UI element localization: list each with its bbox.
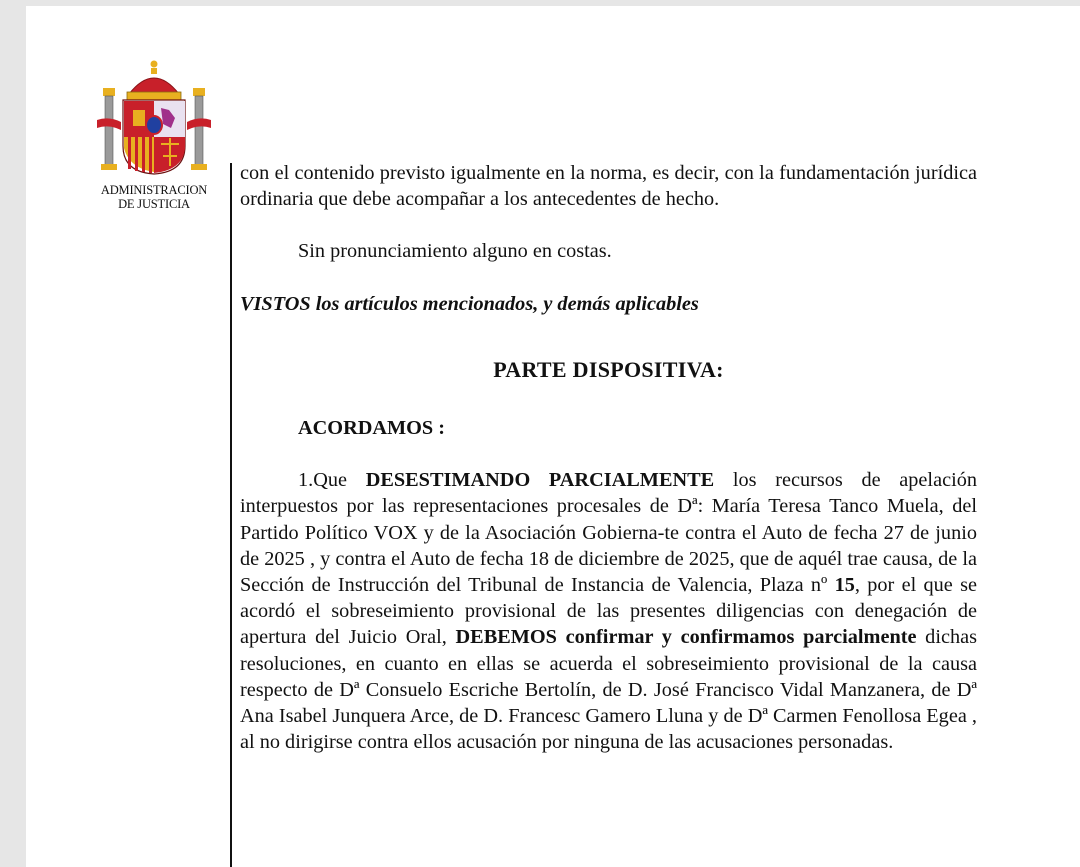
org-line-1: ADMINISTRACION <box>100 183 208 197</box>
coat-of-arms-emblem <box>95 58 213 178</box>
resolution-paragraph <box>240 467 977 755</box>
resolution-bold-1: DESESTIMANDO PARCIALMENTE <box>365 469 715 492</box>
paragraph-fundamentacion: con el contenido previsto igualmente en la norma, es decir, con la fundamentación jurídica ordinaria que debe acompañar a los antecedentes de hecho. <box>240 162 977 211</box>
shield-icon <box>123 100 185 174</box>
resolution-bold-2: 15 <box>834 574 855 597</box>
resolution-text-3: , por el que se acordó el sobreseimiento provisional de las presentes diligencias con denegación de apertura del Juicio Oral, <box>240 574 977 649</box>
acordamos-heading: ACORDAMOS : <box>298 417 446 440</box>
crown-icon <box>127 61 181 101</box>
resolution-text-4: dichas resoluciones, en cuanto en ellas se acuerda el sobreseimiento provisional de la causa respecto de Dª Consuelo Escriche Bertolín, de D. José Francisco Vidal Manzanera, de Dª Ana Isabel Junquera Arce, de D. Francesc Gamero Lluna y de Dª Carmen Fenollosa Egea , al no dirigirse contra ellos acusación por ninguna de las acusaciones personadas. <box>240 626 977 754</box>
margin-rule <box>230 163 232 867</box>
resolution-text-1: 1.Que <box>298 469 366 492</box>
resolution-text-2: los recursos de apelación interpuestos por las representaciones procesales de Dª: María Teresa Tanco Muela, del Partido Político VOX y de la Asociación Gobierna-te contra el Auto de fecha 27 de junio de 2025 , y contra el Auto de fecha 18 de diciembre de 2025, que de aquél trae causa, de la Sección de Instrucción del Tribunal de Instancia de Valencia, Plaza nº <box>240 469 977 597</box>
paragraph-vistos <box>240 291 977 317</box>
pillar-left-icon <box>97 88 121 170</box>
org-line-2: DE JUSTICIA <box>118 197 190 211</box>
organization-label <box>90 183 218 211</box>
resolution-bold-3: DEBEMOS confirmar y confirmamos parcialmente <box>455 626 917 649</box>
paragraph-costas: Sin pronunciamiento alguno en costas. <box>298 240 612 263</box>
pillar-right-icon <box>187 88 211 170</box>
vistos-text: los artículos mencionados, y demás aplicables <box>310 292 699 315</box>
vistos-keyword: VISTOS <box>240 292 311 315</box>
document-body <box>240 160 977 755</box>
section-title: PARTE DISPOSITIVA: <box>493 356 724 382</box>
